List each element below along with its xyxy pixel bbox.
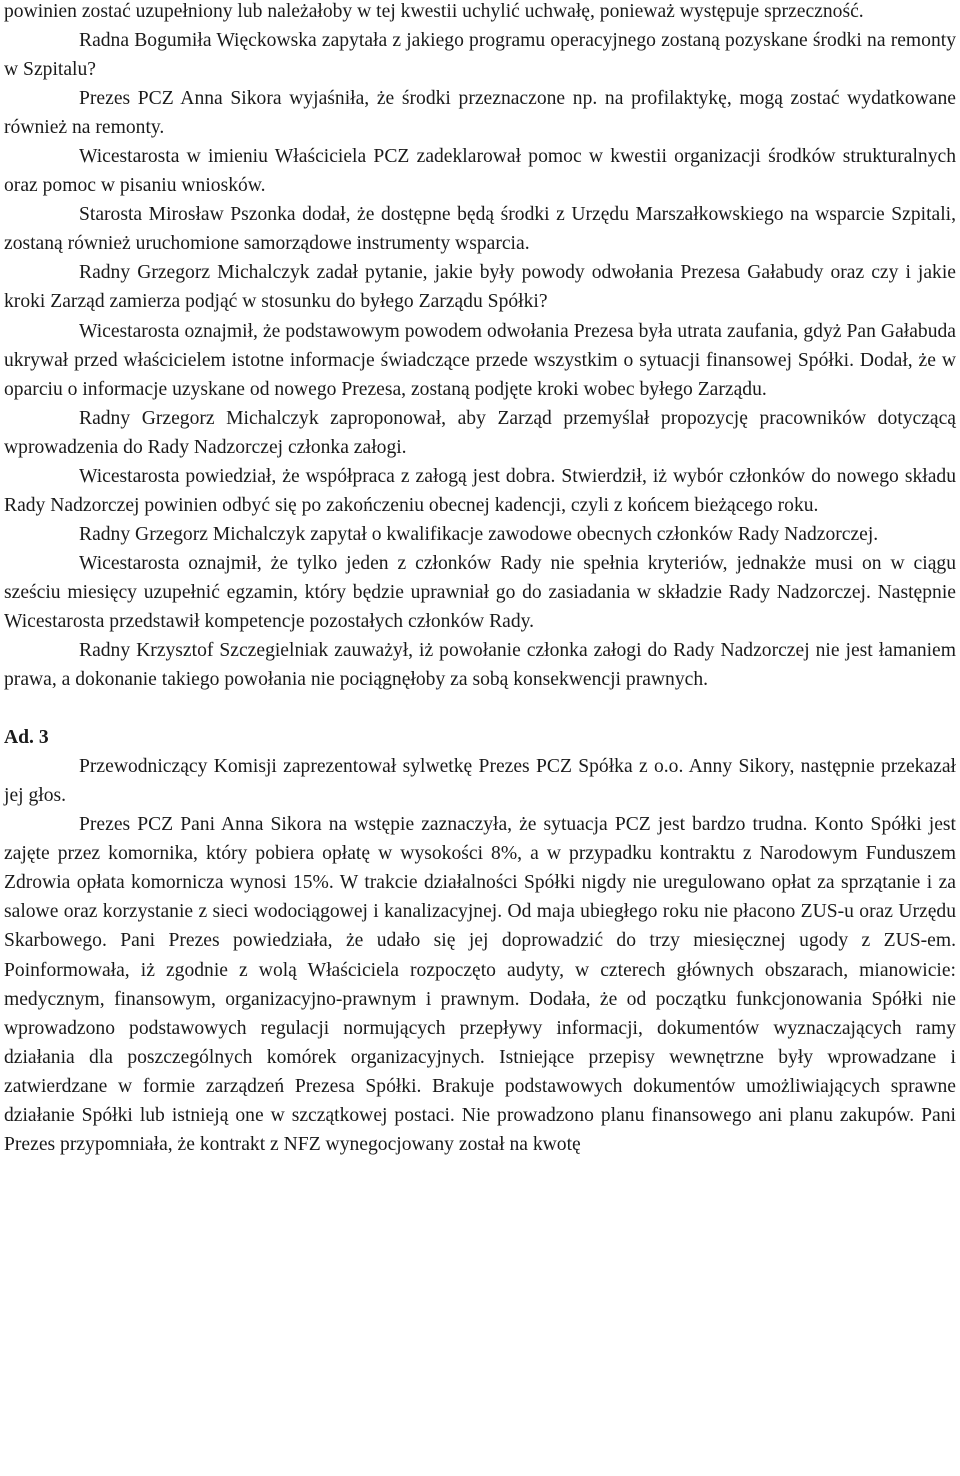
paragraph: Wicestarosta oznajmił, że podstawowym powodem odwołania Prezesa była utrata zaufania, gdyż Pan Gałabuda ukrywał przed właścicielem istotne informacje świadczące przede wszystkim o sytuacji finansowej Spółki. Dodał, że w oparciu o informacje uzyskane od nowego Prezesa, zostaną podjęte kroki wobec byłego Zarządu. <box>4 320 956 400</box>
paragraph: Radna Bogumiła Więckowska zapytała z jakiego programu operacyjnego zostaną pozyskane środki na remonty w Szpitalu? <box>4 30 956 81</box>
paragraph: Wicestarosta oznajmił, że tylko jeden z członków Rady nie spełnia kryteriów, jednakże musi on w ciągu sześciu miesięcy uzupełnić egzamin, który będzie uprawniał go do zasiadania w składzie Rady Nadzorczej. Następnie Wicestarosta przedstawił kompetencje pozostałych członków Rady. <box>4 552 956 632</box>
body-text-before <box>4 0 956 694</box>
paragraph: Wicestarosta powiedział, że współpraca z załogą jest dobra. Stwierdził, iż wybór członków do nowego składu Rady Nadzorczej powinien odbyć się po zakończeniu obecnej kadencji, czyli z końcem bieżącego roku. <box>4 465 956 516</box>
paragraph: Przewodniczący Komisji zaprezentował sylwetkę Prezes PCZ Spółka z o.o. Anny Sikory, następnie przekazał jej głos. <box>4 756 956 807</box>
paragraph: Radny Grzegorz Michalczyk zaproponował, aby Zarząd przemyślał propozycję pracowników dotyczącą wprowadzenia do Rady Nadzorczej członka załogi. <box>4 407 956 458</box>
section-heading: Ad. 3 <box>4 727 49 749</box>
body-text-after <box>4 752 956 1159</box>
paragraph: Prezes PCZ Anna Sikora wyjaśniła, że środki przeznaczone np. na profilaktykę, mogą zostać wydatkowane również na remonty. <box>4 88 956 139</box>
paragraph: Starosta Mirosław Pszonka dodał, że dostępne będą środki z Urzędu Marszałkowskiego na wsparcie Szpitali, zostaną również uruchomione samorządowe instrumenty wsparcia. <box>4 204 956 255</box>
paragraph-continued: powinien zostać uzupełniony lub należałoby w tej kwestii uchylić uchwałę, ponieważ występuje sprzeczność. <box>4 1 864 22</box>
paragraph: Radny Grzegorz Michalczyk zapytał o kwalifikacje zawodowe obecnych członków Rady Nadzorczej. <box>79 523 879 545</box>
paragraph: Prezes PCZ Pani Anna Sikora na wstępie zaznaczyła, że sytuacja PCZ jest bardzo trudna. Konto Spółki jest zajęte przez komornika, który pobiera opłatę w wysokości 8%, a w przypadku kontraktu z Narodowym Funduszem Zdrowia opłata komornicza wynosi 15%. W trakcie działalności Spółki nigdy nie uregulowano opłat za sprzątanie i za salowe oraz korzystanie z sieci wodociągowej i kanalizacyjnej. Od maja ubiegłego roku nie płacono ZUS-u oraz Urzędu Skarbowego. Pani Prezes powiedziała, że udało się jej doprowadzić do trzy miesięcznej ugody z ZUS-em. Poinformowała, iż zgodnie z wolą Właściciela rozpoczęto audyty, w czterech głównych obszarach, mianowicie: medycznym, finansowym, organizacyjno-prawnym i prawnym. Dodała, że od początku funkcjonowania Spółki nie wprowadzono podstawowych regulacji normujących przepływy informacji, dokumentów wyznaczających ramy działania dla poszczególnych komórek organizacyjnych. Istniejące przepisy wewnętrzne były wprowadzane i zatwierdzane w formie zarządzeń Prezesa Spółki. Brakuje podstawowych dokumentów umożliwiających sprawne działanie Spółki lub istnieją one w szczątkowej postaci. Nie prowadzono planu finansowego ani planu zakupów. Pani Prezes przypomniała, że kontrakt z NFZ wynegocjowany został na kwotę <box>4 814 956 1155</box>
paragraph: Radny Krzysztof Szczegielniak zauważył, iż powołanie członka załogi do Rady Nadzorczej nie jest łamaniem prawa, a dokonanie takiego powołania nie pociągnęłoby za sobą konsekwencji prawnych. <box>4 640 956 691</box>
paragraph: Wicestarosta w imieniu Właściciela PCZ zadeklarował pomoc w kwestii organizacji środków strukturalnych oraz pomoc w pisaniu wniosków. <box>4 146 956 197</box>
paragraph: Radny Grzegorz Michalczyk zadał pytanie, jakie były powody odwołania Prezesa Gałabudy oraz czy i jakie kroki Zarząd zamierza podjąć w stosunku do byłego Zarządu Spółki? <box>4 262 956 313</box>
